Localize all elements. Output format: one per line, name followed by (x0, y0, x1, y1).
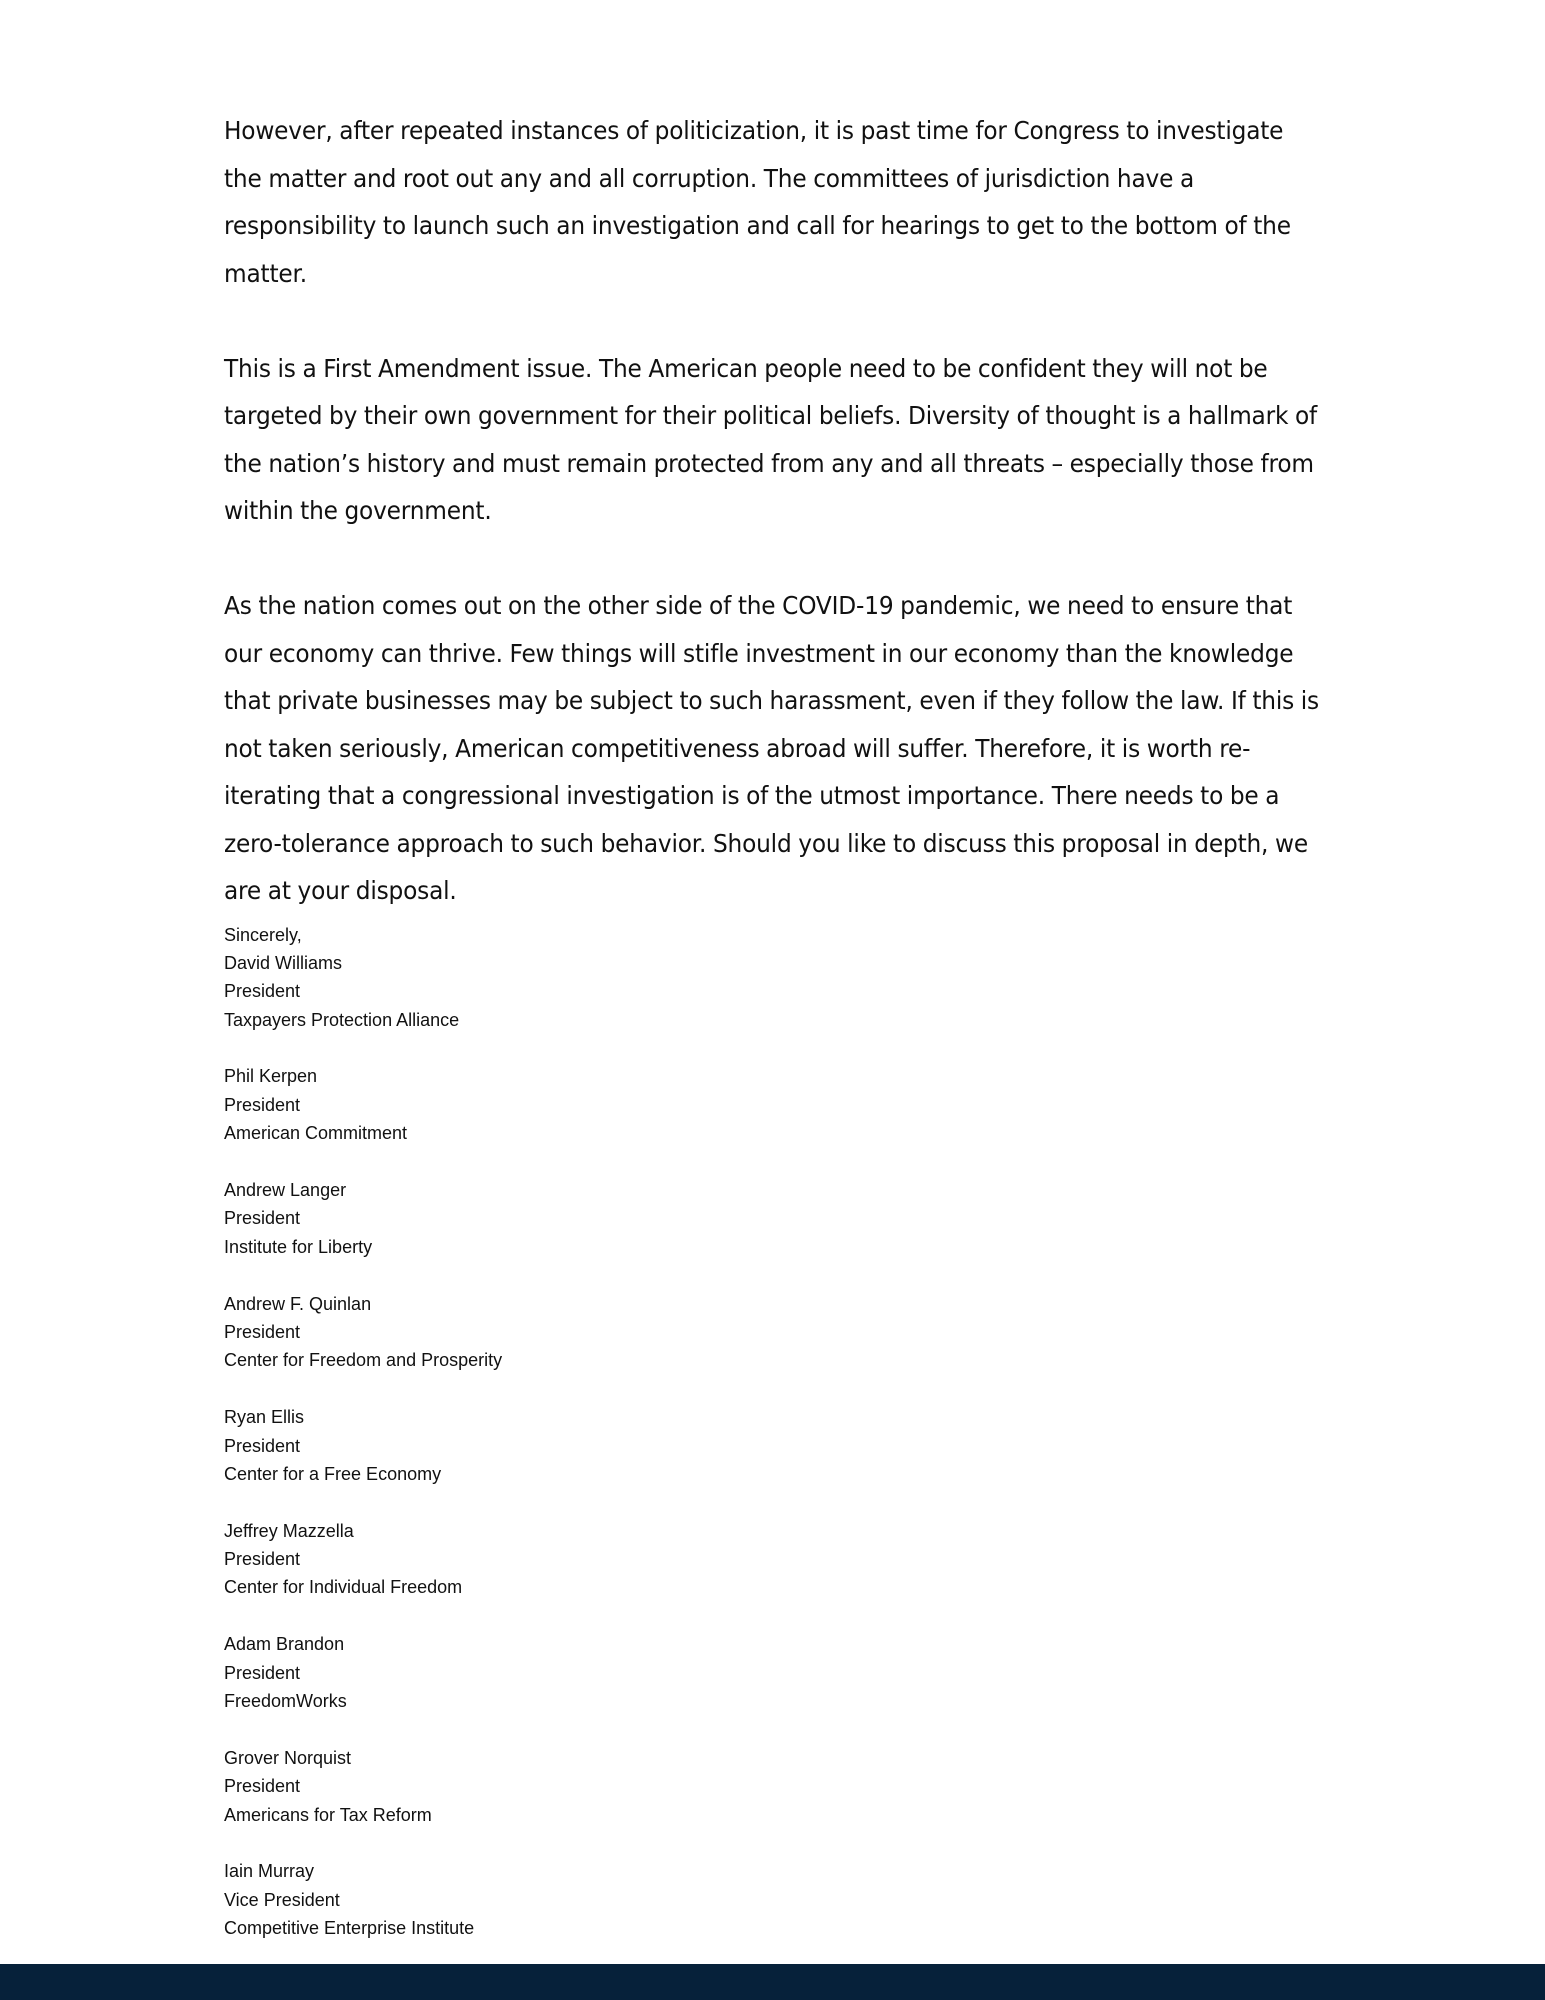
signatory-organization: FreedomWorks (224, 1691, 347, 1712)
signatory-name: Adam Brandon (224, 1634, 345, 1655)
signatory-organization: American Commitment (224, 1123, 408, 1144)
signatory-title: President (224, 1094, 301, 1115)
signatory-title: President (224, 1435, 301, 1456)
signatory (224, 1062, 1324, 1147)
signatory-name: Grover Norquist (224, 1747, 352, 1768)
signatory-organization: Competitive Enterprise Institute (224, 1918, 475, 1939)
signatory (224, 1176, 1324, 1261)
signatory (224, 1744, 1324, 1829)
signatory (224, 1290, 1324, 1375)
signatory-title: President (224, 1321, 301, 1342)
closing-salutation: Sincerely, (224, 924, 302, 945)
paragraph-first-amendment: This is a First Amendment issue. The American people need to be confident they will not be targeted by their own government for their political beliefs. Diversity of thought is a hallmark of the nation’s history and must remain protected from any and all threats – especially those from within the government. (224, 353, 1318, 525)
signatory (224, 1857, 1324, 1942)
signatory (224, 1517, 1324, 1602)
signatory-name: Andrew Langer (224, 1180, 347, 1201)
signatory-organization: Center for Individual Freedom (224, 1577, 463, 1598)
signatory-organization: Center for Freedom and Prosperity (224, 1350, 503, 1371)
paragraph-economy: As the nation comes out on the other side of the COVID-19 pandemic, we need to ensure that our economy can thrive. Few things will stifle investment in our economy than the knowledge that private businesses may be subject to such harassment, even if they follow the law. If this is not taken seriously, American competitiveness abroad will suffer. Therefore, it is worth re-iterating that a congressional investigation is of the utmost importance. There needs to be a zero-tolerance approach to such behavior. Should you like to discuss this proposal in depth, we are at your disposal. (224, 591, 1319, 905)
signatory-name: Andrew F. Quinlan (224, 1293, 372, 1314)
signature-block (224, 921, 1324, 1943)
signatory-title: President (224, 1208, 301, 1229)
signatory (224, 1630, 1324, 1715)
paragraph-investigation: However, after repeated instances of politicization, it is past time for Congress to investigate the matter and root out any and all corruption. The committees of jurisdiction have a responsibility to launch such an investigation and call for hearings to get to the bottom of the matter. (224, 116, 1291, 288)
signatory-organization: Center for a Free Economy (224, 1463, 442, 1484)
signatory-title: President (224, 1549, 301, 1570)
signatory-name: Jeffrey Mazzella (224, 1520, 354, 1541)
signatory-title: President (224, 1776, 301, 1797)
letter-body (224, 107, 1324, 1971)
signatory-name: Ryan Ellis (224, 1407, 305, 1428)
signatory-organization: Americans for Tax Reform (224, 1804, 432, 1825)
signatory-name: David Williams (224, 952, 343, 973)
signatory-title: President (224, 981, 301, 1002)
signatory-name: Phil Kerpen (224, 1066, 318, 1087)
page-footer-bar (0, 1964, 1545, 2000)
signatory-organization: Institute for Liberty (224, 1236, 373, 1257)
signatory-title: President (224, 1662, 301, 1683)
signatory-organization: Taxpayers Protection Alliance (224, 1009, 460, 1030)
signatory-title: Vice President (224, 1889, 340, 1910)
signatory (224, 1403, 1324, 1488)
signatory (224, 949, 1324, 1034)
signatory-name: Iain Murray (224, 1861, 315, 1882)
